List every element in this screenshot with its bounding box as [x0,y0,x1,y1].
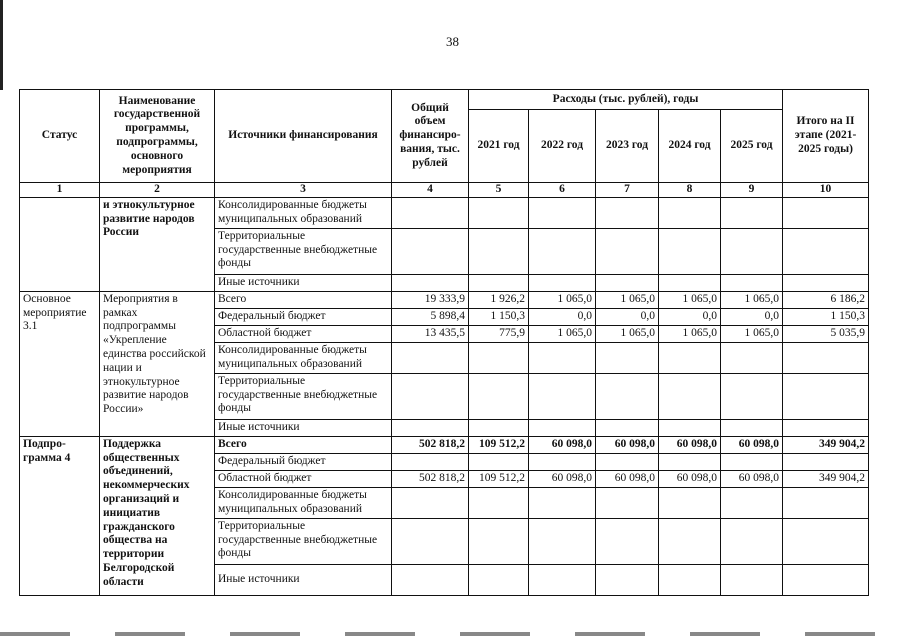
year-cell [469,518,529,564]
stage-total-cell [783,228,869,274]
year-cell [529,564,596,595]
year-cell [469,342,529,373]
stage-total-cell [783,274,869,291]
year-cell [596,342,659,373]
year-cell: 1 065,0 [659,291,721,308]
scan-edge-dashes [0,632,905,636]
source-cell: Иные источники [215,419,392,436]
year-cell: 1 065,0 [659,325,721,342]
year-cell [721,274,783,291]
year-cell: 1 150,3 [469,308,529,325]
column-number: 6 [529,183,596,198]
year-cell: 60 098,0 [659,436,721,453]
column-number: 1 [20,183,100,198]
total-cell [392,228,469,274]
year-cell [469,373,529,419]
source-cell: Иные источники [215,274,392,291]
year-cell [659,228,721,274]
total-cell [392,564,469,595]
year-cell [721,373,783,419]
header-year: 2023 год [596,110,659,183]
total-cell [392,373,469,419]
year-cell [659,564,721,595]
header-year: 2021 год [469,110,529,183]
year-cell [659,373,721,419]
table-row [20,291,869,308]
stage-total-cell [783,487,869,518]
year-cell [529,197,596,228]
stage-total-cell [783,419,869,436]
column-number: 2 [100,183,215,198]
year-cell [469,419,529,436]
source-cell: Федеральный бюджет [215,453,392,470]
year-cell [596,228,659,274]
total-cell [392,487,469,518]
year-cell [596,373,659,419]
year-cell [659,197,721,228]
year-cell: 1 065,0 [721,291,783,308]
source-cell: Территориальные государственные внебюджетные фонды [215,373,392,419]
year-cell [529,373,596,419]
year-cell [721,453,783,470]
year-cell: 1 065,0 [529,291,596,308]
stage-total-cell [783,197,869,228]
year-cell: 1 065,0 [596,291,659,308]
year-cell [529,342,596,373]
year-cell [721,342,783,373]
table-row [20,436,869,453]
stage-total-cell [783,453,869,470]
year-cell [469,453,529,470]
column-number: 9 [721,183,783,198]
year-cell: 60 098,0 [529,436,596,453]
header-expenses: Расходы (тыс. рублей), годы [469,90,783,110]
column-number: 4 [392,183,469,198]
header-total: Общий объем финансиро-вания, тыс. рублей [392,90,469,183]
year-cell: 0,0 [721,308,783,325]
header-sources: Источники финансирования [215,90,392,183]
year-cell: 60 098,0 [659,470,721,487]
year-cell [529,228,596,274]
header-status: Статус [20,90,100,183]
total-cell [392,419,469,436]
year-cell [721,197,783,228]
year-cell [659,419,721,436]
name-cell: Мероприятия в рамках подпрограммы «Укрепление единства российской нации и этнокультурное развитие народов России» [100,291,215,436]
year-cell [659,487,721,518]
header-year: 2025 год [721,110,783,183]
year-cell: 0,0 [529,308,596,325]
year-cell [659,274,721,291]
stage-total-cell [783,373,869,419]
year-cell [596,453,659,470]
year-cell [596,564,659,595]
name-cell: и этнокультурное развитие народов России [100,197,215,291]
status-cell: Подпро-грамма 4 [20,436,100,595]
source-cell: Территориальные государственные внебюджетные фонды [215,228,392,274]
status-cell [20,197,100,291]
column-number: 3 [215,183,392,198]
year-cell: 1 065,0 [596,325,659,342]
budget-table [19,89,869,596]
page-number: 38 [446,34,459,49]
year-cell [529,419,596,436]
year-cell [721,518,783,564]
header-name: Наименование государственной программы, подпрограммы, основного мероприятия [100,90,215,183]
total-cell: 502 818,2 [392,436,469,453]
year-cell [529,453,596,470]
year-cell [469,274,529,291]
year-cell: 0,0 [659,308,721,325]
year-cell [721,419,783,436]
total-cell: 19 333,9 [392,291,469,308]
source-cell: Территориальные государственные внебюджетные фонды [215,518,392,564]
stage-total-cell [783,342,869,373]
year-cell [659,342,721,373]
year-cell: 60 098,0 [721,470,783,487]
name-cell: Поддержка общественных объединений, некоммерческих организаций и инициатив гражданского общества на территории Белгородской области [100,436,215,595]
total-cell: 5 898,4 [392,308,469,325]
total-cell [392,453,469,470]
year-cell [721,487,783,518]
header-year: 2024 год [659,110,721,183]
year-cell: 60 098,0 [596,470,659,487]
year-cell [596,274,659,291]
stage-total-cell: 349 904,2 [783,436,869,453]
year-cell [721,564,783,595]
year-cell [469,564,529,595]
stage-total-cell: 349 904,2 [783,470,869,487]
total-cell: 13 435,5 [392,325,469,342]
source-cell: Консолидированные бюджеты муниципальных образований [215,487,392,518]
year-cell: 109 512,2 [469,436,529,453]
column-number: 8 [659,183,721,198]
table-row [20,197,869,228]
source-cell: Областной бюджет [215,470,392,487]
source-cell: Всего [215,291,392,308]
table-header [20,90,869,198]
column-number: 7 [596,183,659,198]
year-cell [469,197,529,228]
year-cell [659,518,721,564]
stage-total-cell [783,564,869,595]
year-cell [659,453,721,470]
year-cell: 0,0 [596,308,659,325]
total-cell [392,518,469,564]
year-cell: 1 065,0 [529,325,596,342]
header-stage-total: Итого на II этапе (2021-2025 годы) [783,90,869,183]
year-cell [529,274,596,291]
source-cell: Консолидированные бюджеты муниципальных образований [215,342,392,373]
column-number: 5 [469,183,529,198]
source-cell: Областной бюджет [215,325,392,342]
total-cell: 502 818,2 [392,470,469,487]
year-cell: 109 512,2 [469,470,529,487]
year-cell [529,487,596,518]
source-cell: Консолидированные бюджеты муниципальных образований [215,197,392,228]
year-cell [596,197,659,228]
year-cell [469,228,529,274]
total-cell [392,342,469,373]
year-cell [469,487,529,518]
stage-total-cell: 6 186,2 [783,291,869,308]
year-cell [529,518,596,564]
table-body [20,197,869,595]
source-cell: Иные источники [215,564,392,595]
year-cell [596,487,659,518]
source-cell: Федеральный бюджет [215,308,392,325]
year-cell [721,228,783,274]
year-cell: 60 098,0 [596,436,659,453]
header-year: 2022 год [529,110,596,183]
year-cell: 775,9 [469,325,529,342]
status-cell: Основное мероприятие 3.1 [20,291,100,436]
total-cell [392,274,469,291]
year-cell: 60 098,0 [721,436,783,453]
stage-total-cell [783,518,869,564]
total-cell [392,197,469,228]
column-number: 10 [783,183,869,198]
source-cell: Всего [215,436,392,453]
year-cell [596,518,659,564]
stage-total-cell: 5 035,9 [783,325,869,342]
year-cell [596,419,659,436]
year-cell: 60 098,0 [529,470,596,487]
year-cell: 1 926,2 [469,291,529,308]
stage-total-cell: 1 150,3 [783,308,869,325]
year-cell: 1 065,0 [721,325,783,342]
